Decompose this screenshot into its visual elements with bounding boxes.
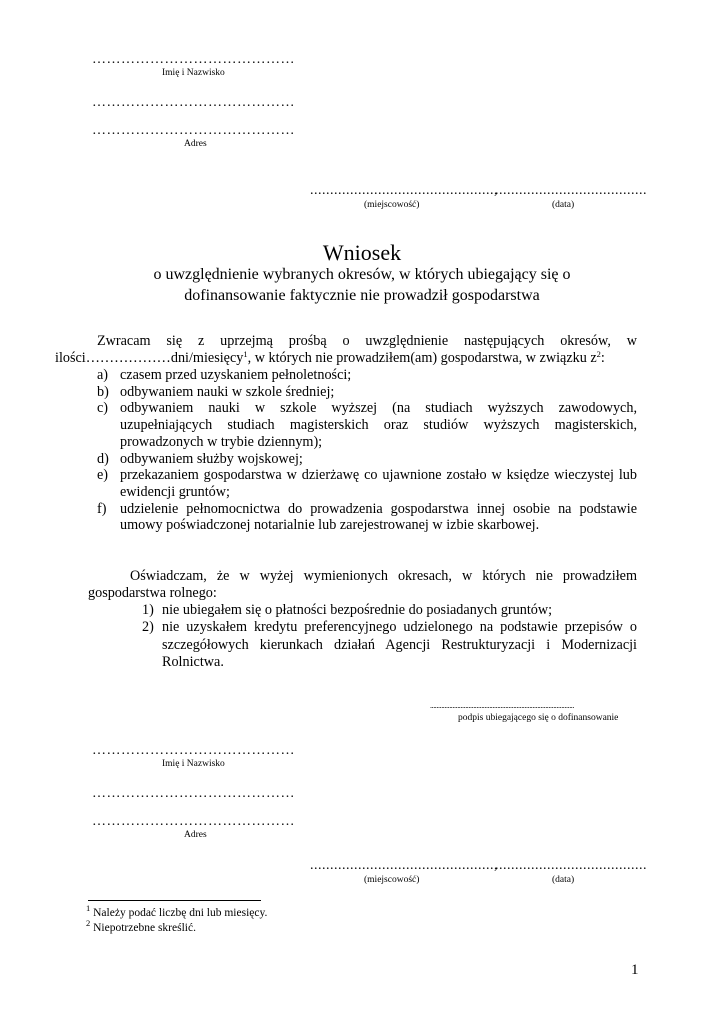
page-number: 1 xyxy=(631,962,639,978)
reason-item-label: b) xyxy=(97,383,109,400)
name-label: Imię i Nazwisko xyxy=(162,68,225,78)
reason-item-text: czasem przed uzyskaniem pełnoletności; xyxy=(120,367,352,383)
address-field-line-4[interactable]: …………………………………… xyxy=(92,814,295,829)
reason-item-text: uzupełniających studiach magisterskich oraz studiów wyższych magisterskich, xyxy=(120,417,637,434)
signature-label: podpis ubiegającego się o dofinansowanie xyxy=(458,713,619,723)
footnote-2-number: 2 xyxy=(86,918,91,928)
reason-item-text: odbywaniem służby wojskowej; xyxy=(120,450,303,467)
name-label-2: Imię i Nazwisko xyxy=(162,759,225,769)
footnote-ref-2: 2 xyxy=(596,349,601,359)
request-line-2-c: : xyxy=(600,350,605,366)
signature-field-line[interactable]: .......................................................................................... xyxy=(430,701,575,710)
footnote-separator xyxy=(88,900,261,901)
name-field-line[interactable]: …………………………………… xyxy=(92,52,295,67)
footnote-ref-1: 1 xyxy=(243,349,248,359)
address-label: Adres xyxy=(184,139,207,149)
reason-item-label: f) xyxy=(97,500,107,517)
request-line-2 xyxy=(55,350,605,367)
request-line-2-b: , w których nie prowadziłem(am) gospodarstwa, w związku z xyxy=(247,350,597,366)
place-field-line-2[interactable]: .............................................., xyxy=(310,858,498,873)
reason-item-label: e) xyxy=(97,467,109,484)
declaration-line-2: gospodarstwa rolnego: xyxy=(88,585,217,601)
declaration-item-label: 1) xyxy=(142,602,154,618)
reason-item-text: ewidencji gruntów; xyxy=(120,483,230,500)
reason-item-text: udzielenie pełnomocnictwa do prowadzenia gospodarstwa innej osobie na podstawie xyxy=(120,500,637,517)
reason-item-text: prowadzonych w trybie dziennym); xyxy=(120,433,323,450)
place-field-line[interactable]: .............................................., xyxy=(310,183,498,198)
declaration-item-label: 2) xyxy=(142,619,154,636)
address-field-line-3[interactable]: …………………………………… xyxy=(92,786,295,801)
reason-item-label: d) xyxy=(97,450,109,467)
address-field-line-2[interactable]: …………………………………… xyxy=(92,123,295,138)
declaration-item-text: szczegółowych kierunkach działań Agencji Restrukturyzacji i Modernizacji xyxy=(162,636,637,653)
declaration-item-text: nie uzyskałem kredytu preferencyjnego udzielonego na podstawie przepisów o xyxy=(162,619,637,636)
footnote-1 xyxy=(86,903,268,919)
reason-item-label: c) xyxy=(97,400,109,417)
reason-item-text: odbywaniem nauki w szkole średniej; xyxy=(120,383,335,400)
date-field-line[interactable]: ...................................... xyxy=(495,183,647,198)
footnote-2 xyxy=(86,918,196,934)
address-label-2: Adres xyxy=(184,830,207,840)
document-subtitle-line-2: dofinansowanie faktycznie nie prowadził gospodarstwa xyxy=(184,287,540,304)
request-line-2-a: ilości………………dni/miesięcy xyxy=(55,350,244,366)
date-label-2: (data) xyxy=(552,875,575,885)
footnote-1-number: 1 xyxy=(86,903,91,913)
date-label: (data) xyxy=(552,200,575,210)
reason-item-label: a) xyxy=(97,367,109,383)
place-label-2: (miejscowość) xyxy=(364,875,420,885)
footnote-1-text: Należy podać liczbę dni lub miesięcy. xyxy=(93,907,268,919)
reason-item-text: umowy poświadczonej notarialnie lub zarejestrowanej w izbie skarbowej. xyxy=(120,517,540,534)
reason-item-text: przekazaniem gospodarstwa w dzierżawę co ujawnione zostało w księdze wieczystej lub xyxy=(120,467,637,484)
document-subtitle-line-1: o uwzględnienie wybranych okresów, w których ubiegający się o xyxy=(153,266,571,283)
reason-item-text: odbywaniem nauki w szkole wyższej (na studiach wyższych zawodowych, xyxy=(120,400,637,417)
request-line-1: Zwracam się z uprzejmą prośbą o uwzględnienie następujących okresów, w xyxy=(97,333,637,349)
name-field-line-2[interactable]: …………………………………… xyxy=(92,743,295,758)
declaration-item-text: nie ubiegałem się o płatności bezpośrednie do posiadanych gruntów; xyxy=(162,602,553,618)
address-field-line-1[interactable]: …………………………………… xyxy=(92,95,295,110)
place-label: (miejscowość) xyxy=(364,200,420,210)
document-title: Wniosek xyxy=(322,240,402,265)
declaration-line-1: Oświadczam, że w wyżej wymienionych okresach, w których nie prowadziłem xyxy=(130,568,637,584)
footnote-2-text: Niepotrzebne skreślić. xyxy=(93,922,196,934)
declaration-item-text: Rolnictwa. xyxy=(162,653,224,670)
date-field-line-2[interactable]: ...................................... xyxy=(495,858,647,873)
